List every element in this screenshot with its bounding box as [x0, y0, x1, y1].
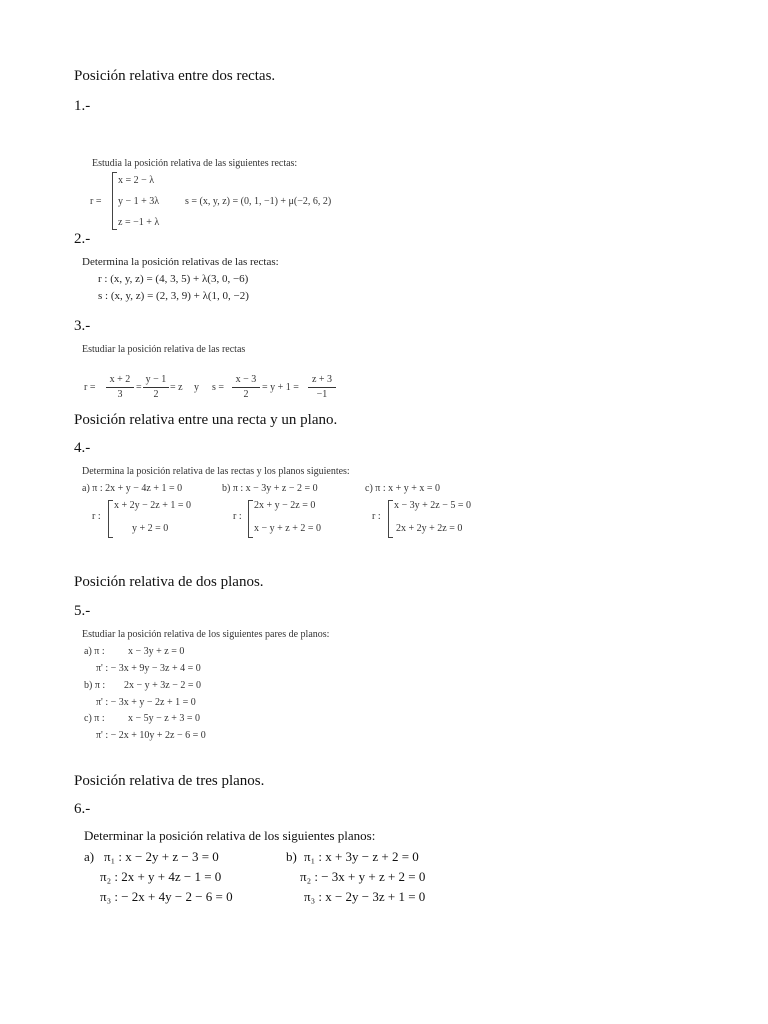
- exercise-6-a-plane-2: π₂ : 2x + y + 4z − 1 = 0: [100, 869, 222, 884]
- section-heading-tres-planos: Posición relativa de tres planos.: [74, 773, 265, 789]
- exercise-4-b-r-label: r :: [233, 511, 242, 522]
- exercise-6-b-plane-1: π₁ : x + 3y − z + 2 = 0: [304, 849, 419, 864]
- exercise-1-r-line-1: x = 2 − λ: [118, 175, 155, 186]
- exercise-1-r-label: r =: [90, 196, 102, 207]
- exercise-3-fraction-3: [232, 375, 260, 400]
- exercise-3-s-label: s =: [212, 382, 225, 393]
- exercise-4-a-brace: [108, 500, 113, 538]
- exercise-3-middle-equation: = y + 1 =: [262, 382, 299, 393]
- exercise-2-r: r : (x, y, z) = (4, 3, 5) + λ(3, 0, −6): [98, 273, 249, 285]
- exercise-2-instruction: Determina la posición relativas de las rectas:: [82, 256, 279, 268]
- exercise-6-b-plane-2: π₂ : − 3x + y + z + 2 = 0: [300, 869, 426, 884]
- exercise-4-plane-c: c) π : x + y + x = 0: [365, 483, 441, 494]
- exercise-4-instruction: Determina la posición relativa de las rectas y los planos siguientes:: [82, 466, 350, 477]
- exercise-number-4: 4.-: [74, 440, 91, 456]
- exercise-3-equals-z: = z: [170, 382, 183, 393]
- fraction-denominator: 2: [243, 389, 249, 400]
- exercise-6-a-plane-1: π₁ : x − 2y + z − 3 = 0: [104, 849, 219, 864]
- exercise-5-c-pi: c) π :: [84, 713, 105, 724]
- exercise-number-1: 1.-: [74, 98, 91, 114]
- exercise-3-fraction-4: [308, 375, 336, 400]
- fraction-numerator: y − 1: [145, 374, 167, 385]
- exercise-3-r-label: r =: [84, 382, 96, 393]
- exercise-number-2: 2.-: [74, 231, 91, 247]
- exercise-3-equals-1: =: [136, 382, 142, 393]
- exercise-4-a-line-1: x + 2y − 2z + 1 = 0: [114, 500, 191, 511]
- exercise-5-instruction: Estudiar la posición relativa de los siguientes pares de planos:: [82, 629, 330, 640]
- exercise-5-a-pi-equation: x − 3y + z = 0: [128, 646, 185, 657]
- exercise-4-b-brace: [248, 500, 253, 538]
- exercise-5-c-pi-prime: π' : − 2x + 10y + 2z − 6 = 0: [96, 730, 206, 741]
- exercise-5-a-pi-prime: π' : − 3x + 9y − 3z + 4 = 0: [96, 663, 201, 674]
- exercise-4-c-line-1: x − 3y + 2z − 5 = 0: [394, 500, 471, 511]
- exercise-1-instruction: Estudia la posición relativa de las siguientes rectas:: [92, 158, 298, 169]
- exercise-1-s-equation: s = (x, y, z) = (0, 1, −1) + μ(−2, 6, 2): [185, 196, 332, 207]
- exercise-4-b-line-1: 2x + y − 2z = 0: [254, 500, 316, 511]
- exercise-6-a-plane-3: π₃ : − 2x + 4y − 2 − 6 = 0: [100, 889, 233, 904]
- exercise-number-5: 5.-: [74, 603, 91, 619]
- fraction-denominator: 2: [153, 389, 159, 400]
- exercise-6-b-label: b): [286, 849, 297, 864]
- fraction-denominator: −1: [316, 389, 328, 400]
- section-heading-dos-planos: Posición relativa de dos planos.: [74, 574, 264, 590]
- exercise-3-fraction-1: [106, 375, 134, 400]
- section-heading-dos-rectas: Posición relativa entre dos rectas.: [74, 68, 276, 84]
- exercise-3-fraction-2: [143, 375, 169, 400]
- exercise-4-c-line-2: 2x + 2y + 2z = 0: [396, 523, 463, 534]
- exercise-4-a-line-2: y + 2 = 0: [132, 523, 169, 534]
- exercise-5-b-pi: b) π :: [84, 680, 106, 691]
- fraction-numerator: z + 3: [311, 374, 333, 385]
- exercise-number-6: 6.-: [74, 801, 91, 817]
- exercise-4-a-r-label: r :: [92, 511, 101, 522]
- exercise-2-s: s : (x, y, z) = (2, 3, 9) + λ(1, 0, −2): [98, 290, 249, 302]
- exercise-1-r-line-2: y − 1 + 3λ: [118, 196, 160, 207]
- exercise-5-b-pi-prime: π' : − 3x + y − 2z + 1 = 0: [96, 697, 196, 708]
- fraction-numerator: x + 2: [109, 374, 131, 385]
- exercise-3-instruction: Estudiar la posición relativa de las rectas: [82, 344, 246, 355]
- exercise-6-a-label: a): [84, 849, 95, 864]
- exercise-6-instruction: Determinar la posición relativa de los siguientes planos:: [84, 828, 376, 843]
- exercise-5-a-pi: a) π :: [84, 646, 105, 657]
- exercise-4-b-line-2: x − y + z + 2 = 0: [254, 523, 321, 534]
- exercise-4-c-brace: [388, 500, 393, 538]
- fraction-numerator: x − 3: [235, 374, 257, 385]
- fraction-denominator: 3: [117, 389, 123, 400]
- section-heading-recta-plano: Posición relativa entre una recta y un plano.: [74, 412, 338, 428]
- exercise-4-c-r-label: r :: [372, 511, 381, 522]
- exercise-3-and: y: [194, 382, 199, 393]
- exercise-5-b-pi-equation: 2x − y + 3z − 2 = 0: [124, 680, 201, 691]
- exercise-number-3: 3.-: [74, 318, 91, 334]
- exercise-1-brace: [112, 172, 117, 230]
- exercise-1-r-line-3: z = −1 + λ: [118, 217, 160, 228]
- exercise-4-plane-a: a) π : 2x + y − 4z + 1 = 0: [82, 483, 183, 494]
- exercise-4-plane-b: b) π : x − 3y + z − 2 = 0: [222, 483, 318, 494]
- exercise-5-c-pi-equation: x − 5y − z + 3 = 0: [128, 713, 200, 724]
- exercise-6-b-plane-3: π₃ : x − 2y − 3z + 1 = 0: [304, 889, 426, 904]
